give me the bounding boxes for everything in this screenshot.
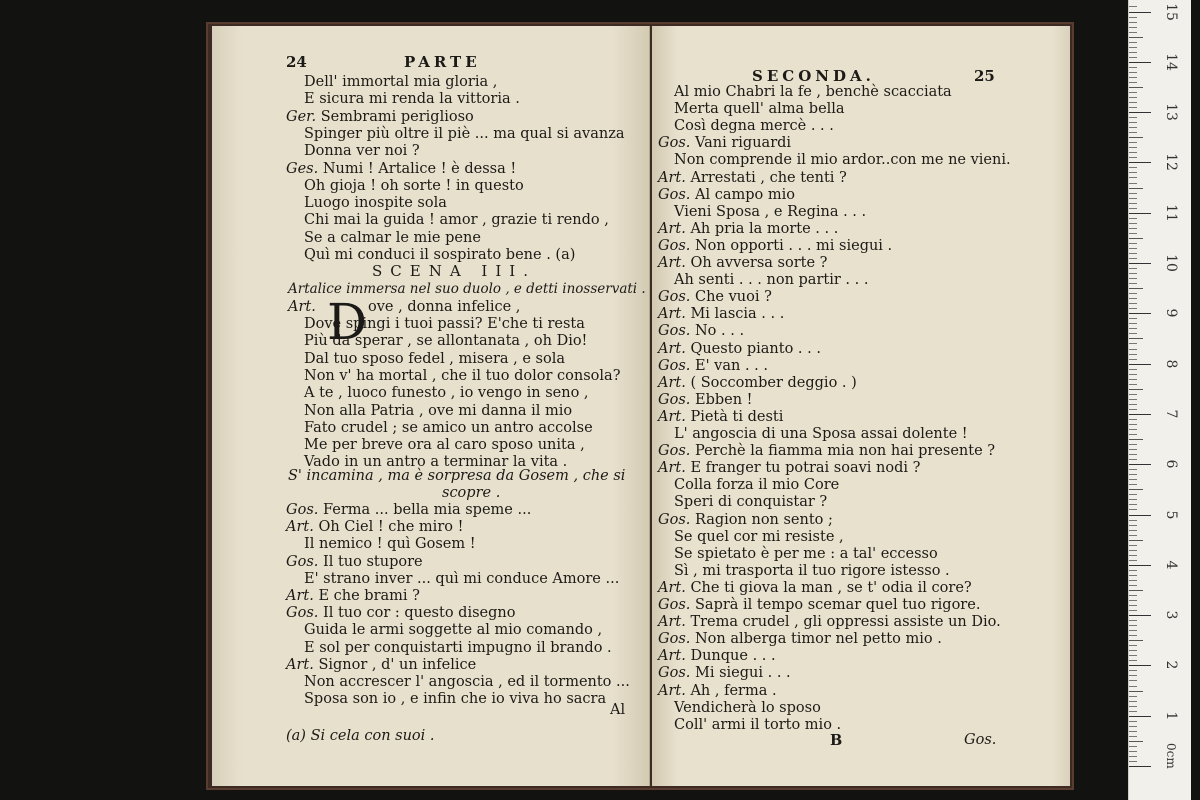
- text-line: Quì mi conduci il sospirato bene . (a): [304, 247, 576, 263]
- text-line: Ges. Numi ! Artalice ! è dessa !: [286, 160, 517, 177]
- ruler-tick: [1129, 338, 1143, 339]
- ruler-tick: [1129, 213, 1151, 214]
- ruler-tick: [1129, 650, 1137, 651]
- ruler-tick: [1129, 535, 1137, 536]
- ruler-tick: [1129, 419, 1137, 420]
- ruler-tick: [1129, 263, 1151, 264]
- stage-direction: S' incamina , ma è sorpresa da Gosem , che si: [288, 468, 626, 484]
- text-line: Dal tuo sposo fedel , misera , e sola: [304, 350, 565, 367]
- ruler-tick: [1129, 610, 1137, 611]
- ruler-tick: [1129, 82, 1137, 83]
- dialogue-line: E' strano inver ... quì mi conduce Amore ...: [304, 570, 620, 587]
- text-line: Ger. Sembrami periglioso: [286, 108, 474, 125]
- ruler-tick: [1129, 459, 1137, 460]
- ruler-tick: [1129, 122, 1137, 123]
- ruler-number: 15: [1163, 2, 1179, 21]
- text-line: Oh gioja ! oh sorte ! in questo: [304, 177, 524, 194]
- ruler-tick: [1129, 509, 1137, 510]
- ruler-number: 11: [1163, 203, 1179, 222]
- right-page: [652, 26, 1070, 786]
- text-line: E sicura mi renda la vittoria .: [304, 91, 520, 108]
- ruler-tick: [1129, 424, 1137, 425]
- left-catchword: Al: [610, 702, 626, 718]
- ruler-tick: [1129, 127, 1137, 128]
- drop-cap: D: [327, 293, 368, 351]
- ruler-tick: [1129, 555, 1137, 556]
- ruler-tick: [1129, 374, 1137, 375]
- open-book: [206, 22, 1074, 790]
- text-line: Art. Pietà ti desti: [658, 408, 784, 425]
- text-line: Art. E franger tu potrai soavi nodi ?: [658, 460, 921, 477]
- text-line: Art. Trema crudel , gli oppressi assiste un Dio.: [658, 614, 1001, 631]
- ruler-tick: [1129, 580, 1137, 581]
- ruler-tick: [1129, 389, 1143, 390]
- ruler-tick: [1129, 741, 1143, 742]
- ruler-tick: [1129, 660, 1137, 661]
- ruler-tick: [1129, 640, 1143, 641]
- ruler-tick: [1129, 721, 1137, 722]
- text-line: Art. Dunque . . .: [658, 648, 776, 665]
- ruler-tick: [1129, 479, 1137, 480]
- text-line: Chi mai la guida ! amor , grazie ti rendo ,: [304, 212, 609, 229]
- ruler-tick: [1129, 585, 1137, 586]
- ruler-tick: [1129, 198, 1137, 199]
- ruler-tick: [1129, 494, 1137, 495]
- ruler-tick: [1129, 333, 1137, 334]
- ruler-tick: [1129, 665, 1151, 666]
- dialogue-line: Gos. Il tuo cor : questo disegno: [286, 605, 516, 622]
- text-line: Art. Che ti giova la man , se t' odia il core?: [658, 579, 972, 596]
- text-line: Al mio Chabri la fe , benchè scacciata: [674, 84, 952, 100]
- ruler-tick: [1129, 37, 1143, 38]
- ruler-tick: [1129, 484, 1137, 485]
- ruler-tick: [1129, 238, 1143, 239]
- ruler-tick: [1129, 248, 1137, 249]
- dialogue-line: Gos. Ferma ... bella mia speme ...: [286, 502, 532, 518]
- ruler-tick: [1129, 369, 1137, 370]
- text-line: Vendicherà lo sposo: [674, 699, 821, 716]
- ruler-tick: [1129, 117, 1137, 118]
- text-line: Gos. Non opporti . . . mi siegui .: [658, 237, 893, 254]
- ruler-tick: [1129, 615, 1151, 616]
- ruler-number: 4: [1163, 560, 1179, 570]
- stage-direction-cont: scopre .: [442, 485, 501, 501]
- ruler-tick: [1129, 540, 1143, 541]
- ruler-tick: [1129, 72, 1137, 73]
- left-running-head: PARTE: [404, 53, 481, 71]
- ruler-tick: [1129, 706, 1137, 707]
- ruler-tick: [1129, 384, 1137, 385]
- ruler-tick: [1129, 62, 1151, 63]
- dialogue-line: E sol per conquistarti impugno il brando .: [304, 639, 612, 656]
- ruler-tick: [1129, 157, 1137, 158]
- ruler-tick: [1129, 756, 1137, 757]
- ruler-tick: [1129, 670, 1137, 671]
- text-line: Più da sperar , se allontanata , oh Dio!: [304, 333, 588, 350]
- ruler-tick: [1129, 147, 1137, 148]
- ruler-tick: [1129, 293, 1137, 294]
- ruler-number: 13: [1163, 103, 1179, 121]
- ruler-tick: [1129, 716, 1151, 717]
- text-line: Se a calmar le mie pene: [304, 229, 481, 246]
- dialogue-line: Guida le armi soggette al mio comando ,: [304, 622, 603, 639]
- left-page: [212, 26, 650, 786]
- ruler-tick: [1129, 303, 1137, 304]
- ruler-number: 3: [1163, 610, 1179, 620]
- ruler-tick: [1129, 77, 1137, 78]
- ruler-tick: [1129, 92, 1137, 93]
- ruler-tick: [1129, 731, 1137, 732]
- ruler-tick: [1129, 87, 1143, 88]
- ruler-tick: [1129, 188, 1143, 189]
- text-line: L' angoscia di una Sposa assai dolente !: [674, 426, 968, 442]
- text-line: Gos. Ragion non sento ;: [658, 511, 833, 528]
- ruler-tick: [1129, 283, 1137, 284]
- ruler-tick: [1129, 560, 1137, 561]
- measurement-ruler: [1128, 0, 1191, 800]
- dialogue-line: Gos. Il tuo stupore: [286, 553, 423, 570]
- dialogue-line: Art. E che brami ?: [286, 588, 420, 604]
- ruler-tick: [1129, 278, 1137, 279]
- text-line: Gos. Saprà il tempo scemar quel tuo rigore.: [658, 597, 981, 613]
- scene-heading: SCENA III.: [372, 262, 536, 280]
- ruler-tick: [1129, 429, 1137, 430]
- ruler-number: 10: [1163, 254, 1179, 272]
- ruler-tick: [1129, 595, 1137, 596]
- art-first-line: ove , donna infelice ,: [368, 299, 521, 315]
- signature-mark: B: [830, 732, 843, 749]
- ruler-tick: [1129, 47, 1137, 48]
- ruler-tick: [1129, 308, 1137, 309]
- ruler-tick: [1129, 469, 1137, 470]
- ruler-tick: [1129, 112, 1151, 113]
- ruler-number: 7: [1163, 409, 1179, 419]
- ruler-tick: [1129, 726, 1137, 727]
- ruler-tick: [1129, 233, 1137, 234]
- text-line: Dell' immortal mia gloria ,: [304, 74, 498, 90]
- ruler-tick: [1129, 288, 1143, 289]
- text-line: Luogo inospite sola: [304, 195, 447, 212]
- ruler-tick: [1129, 273, 1137, 274]
- dialogue-line: Il nemico ! quì Gosem !: [304, 536, 476, 553]
- ruler-tick: [1129, 751, 1137, 752]
- ruler-tick: [1129, 414, 1151, 415]
- text-line: Spinger più oltre il piè ... ma qual si avanza: [304, 125, 625, 142]
- dialogue-line: Sposa son io , e infin che io viva ho sacra: [304, 691, 607, 708]
- ruler-tick: [1129, 32, 1137, 33]
- ruler-tick: [1129, 499, 1137, 500]
- ruler-tick: [1129, 22, 1137, 23]
- ruler-tick: [1129, 675, 1137, 676]
- text-line: Merta quell' alma bella: [674, 101, 845, 118]
- ruler-tick: [1129, 152, 1137, 153]
- ruler-tick: [1129, 223, 1137, 224]
- ruler-tick: [1129, 208, 1137, 209]
- text-line: Art. Ah pria la morte . . .: [658, 220, 839, 237]
- ruler-tick: [1129, 193, 1137, 194]
- ruler-tick: [1129, 504, 1137, 505]
- ruler-tick: [1129, 711, 1137, 712]
- ruler-tick: [1129, 313, 1151, 314]
- ruler-tick: [1129, 97, 1137, 98]
- ruler-tick: [1129, 746, 1137, 747]
- text-line: Così degna mercè . . .: [674, 118, 834, 135]
- ruler-tick: [1129, 409, 1137, 410]
- text-line: A te , luoco funesto , io vengo in seno ,: [304, 385, 589, 402]
- ruler-tick: [1129, 328, 1137, 329]
- text-line: Ah senti . . . non partir . . .: [674, 272, 869, 289]
- text-line: Art. Ah , ferma .: [658, 682, 777, 699]
- ruler-tick: [1129, 570, 1137, 571]
- right-catchword: Gos.: [964, 732, 997, 748]
- text-line: Dove spingi i tuoi passi? E'che ti resta: [304, 316, 585, 332]
- ruler-tick: [1129, 132, 1137, 133]
- text-line: Coll' armi il torto mio .: [674, 716, 842, 733]
- ruler-tick: [1129, 183, 1137, 184]
- ruler-number: 12: [1163, 153, 1179, 172]
- text-line: Gos. Perchè la fiamma mia non hai presente ?: [658, 443, 996, 460]
- ruler-tick: [1129, 565, 1151, 566]
- ruler-unit-label: 0cm: [1164, 743, 1178, 769]
- text-line: Colla forza il mio Core: [674, 477, 840, 494]
- ruler-tick: [1129, 515, 1151, 516]
- ruler-tick: [1129, 590, 1143, 591]
- ruler-number: 5: [1163, 510, 1179, 519]
- ruler-tick: [1129, 525, 1137, 526]
- ruler-tick: [1129, 42, 1137, 43]
- ruler-tick: [1129, 434, 1137, 435]
- art-speaker: Art.: [288, 299, 316, 315]
- ruler-tick: [1129, 27, 1137, 28]
- ruler-tick: [1129, 404, 1137, 405]
- ruler-tick: [1129, 691, 1143, 692]
- ruler-tick: [1129, 686, 1137, 687]
- ruler-tick: [1129, 530, 1137, 531]
- ruler-tick: [1129, 701, 1137, 702]
- ruler-tick: [1129, 394, 1137, 395]
- ruler-tick: [1129, 464, 1151, 465]
- ruler-tick: [1129, 625, 1137, 626]
- text-line: Vieni Sposa , e Regina . . .: [674, 203, 867, 220]
- ruler-number: 9: [1163, 308, 1179, 318]
- text-line: Gos. Che vuoi ?: [658, 289, 772, 306]
- ruler-tick: [1129, 17, 1137, 18]
- ruler-number: 6: [1163, 459, 1179, 469]
- ruler-tick: [1129, 399, 1137, 400]
- ruler-tick: [1129, 364, 1151, 365]
- ruler-tick: [1129, 680, 1137, 681]
- ruler-tick: [1129, 645, 1137, 646]
- ruler-tick: [1129, 172, 1137, 173]
- left-page-number: 24: [286, 53, 307, 71]
- text-line: Non v' ha mortal , che il tuo dolor consola?: [304, 367, 621, 384]
- text-line: Se spietato è per me : a tal' eccesso: [674, 545, 938, 562]
- ruler-tick: [1129, 228, 1137, 229]
- scene-direction: Artalice immersa nel suo duolo , e detti inosservati .: [288, 281, 646, 297]
- ruler-tick: [1129, 454, 1137, 455]
- ruler-tick: [1129, 243, 1137, 244]
- ruler-tick: [1129, 766, 1151, 767]
- text-line: Non comprende il mio ardor..con me ne vieni.: [674, 152, 1011, 169]
- ruler-tick: [1129, 343, 1137, 344]
- ruler-tick: [1129, 575, 1137, 576]
- footnote: (a) Si cela con suoi .: [286, 728, 435, 744]
- ruler-tick: [1129, 630, 1137, 631]
- ruler-tick: [1129, 520, 1137, 521]
- text-line: Gos. Vani riguardi: [658, 135, 792, 152]
- ruler-tick: [1129, 545, 1137, 546]
- text-line: Gos. No . . .: [658, 323, 745, 340]
- text-line: Sì , mi trasporta il tuo rigore istesso .: [674, 562, 950, 579]
- ruler-tick: [1129, 12, 1151, 13]
- text-line: Speri di conquistar ?: [674, 494, 828, 511]
- ruler-tick: [1129, 696, 1137, 697]
- ruler-tick: [1129, 359, 1137, 360]
- ruler-tick: [1129, 620, 1137, 621]
- ruler-number: 2: [1163, 660, 1179, 670]
- ruler-tick: [1129, 449, 1137, 450]
- ruler-tick: [1129, 268, 1137, 269]
- text-line: Gos. Al campo mio: [658, 186, 795, 203]
- right-running-head: SECONDA.: [752, 67, 875, 85]
- ruler-tick: [1129, 605, 1137, 606]
- ruler-tick: [1129, 298, 1137, 299]
- text-line: Vado in un antro a terminar la vita .: [304, 454, 568, 471]
- ruler-tick: [1129, 253, 1137, 254]
- ruler-tick: [1129, 137, 1143, 138]
- ruler-tick: [1129, 323, 1137, 324]
- ruler-tick: [1129, 142, 1137, 143]
- text-line: Gos. E' van . . .: [658, 357, 768, 374]
- ruler-tick: [1129, 600, 1137, 601]
- ruler-tick: [1129, 107, 1137, 108]
- ruler-tick: [1129, 52, 1137, 53]
- ruler-tick: [1129, 635, 1137, 636]
- dialogue-line: Art. Signor , d' un infelice: [286, 656, 477, 673]
- text-line: Art. Arrestati , che tenti ?: [658, 169, 847, 186]
- text-line: Se quel cor mi resiste ,: [674, 528, 844, 545]
- ruler-tick: [1129, 177, 1137, 178]
- text-line: Non alla Patria , ove mi danna il mio: [304, 402, 573, 419]
- ruler-number: 14: [1163, 52, 1179, 71]
- ruler-tick: [1129, 258, 1137, 259]
- ruler-tick: [1129, 736, 1137, 737]
- text-line: Gos. Ebben !: [658, 391, 753, 408]
- ruler-tick: [1129, 489, 1143, 490]
- ruler-number: 1: [1163, 711, 1179, 721]
- text-line: Art. Oh avversa sorte ?: [658, 255, 828, 271]
- ruler-tick: [1129, 57, 1137, 58]
- ruler-tick: [1129, 218, 1137, 219]
- ruler-tick: [1129, 439, 1143, 440]
- ruler-tick: [1129, 6, 1137, 7]
- ruler-tick: [1129, 167, 1137, 168]
- ruler-tick: [1129, 474, 1137, 475]
- ruler-number: 8: [1163, 359, 1179, 369]
- ruler-tick: [1129, 444, 1137, 445]
- right-page-number: 25: [974, 67, 995, 85]
- ruler-tick: [1129, 67, 1137, 68]
- ruler-tick: [1129, 379, 1137, 380]
- ruler-tick: [1129, 203, 1137, 204]
- text-line: Art. Mi lascia . . .: [658, 306, 785, 323]
- ruler-tick: [1129, 318, 1137, 319]
- text-line: Art. Questo pianto . . .: [658, 340, 821, 357]
- ruler-tick: [1129, 761, 1137, 762]
- ruler-tick: [1129, 349, 1137, 350]
- text-line: Gos. Mi siegui . . .: [658, 665, 791, 682]
- text-line: Art. ( Soccomber deggio . ): [658, 374, 857, 391]
- ruler-tick: [1129, 354, 1137, 355]
- dialogue-line: Art. Oh Ciel ! che miro !: [286, 519, 464, 536]
- ruler-tick: [1129, 162, 1151, 163]
- ruler-tick: [1129, 102, 1137, 103]
- text-line: Me per breve ora al caro sposo unita ,: [304, 437, 585, 454]
- ruler-tick: [1129, 655, 1137, 656]
- text-line: Fato crudel ; se amico un antro accolse: [304, 419, 593, 436]
- text-line: Gos. Non alberga timor nel petto mio .: [658, 631, 942, 648]
- dialogue-line: Non accrescer l' angoscia , ed il tormento ...: [304, 674, 630, 690]
- ruler-tick: [1129, 550, 1137, 551]
- text-line: Donna ver noi ?: [304, 143, 420, 160]
